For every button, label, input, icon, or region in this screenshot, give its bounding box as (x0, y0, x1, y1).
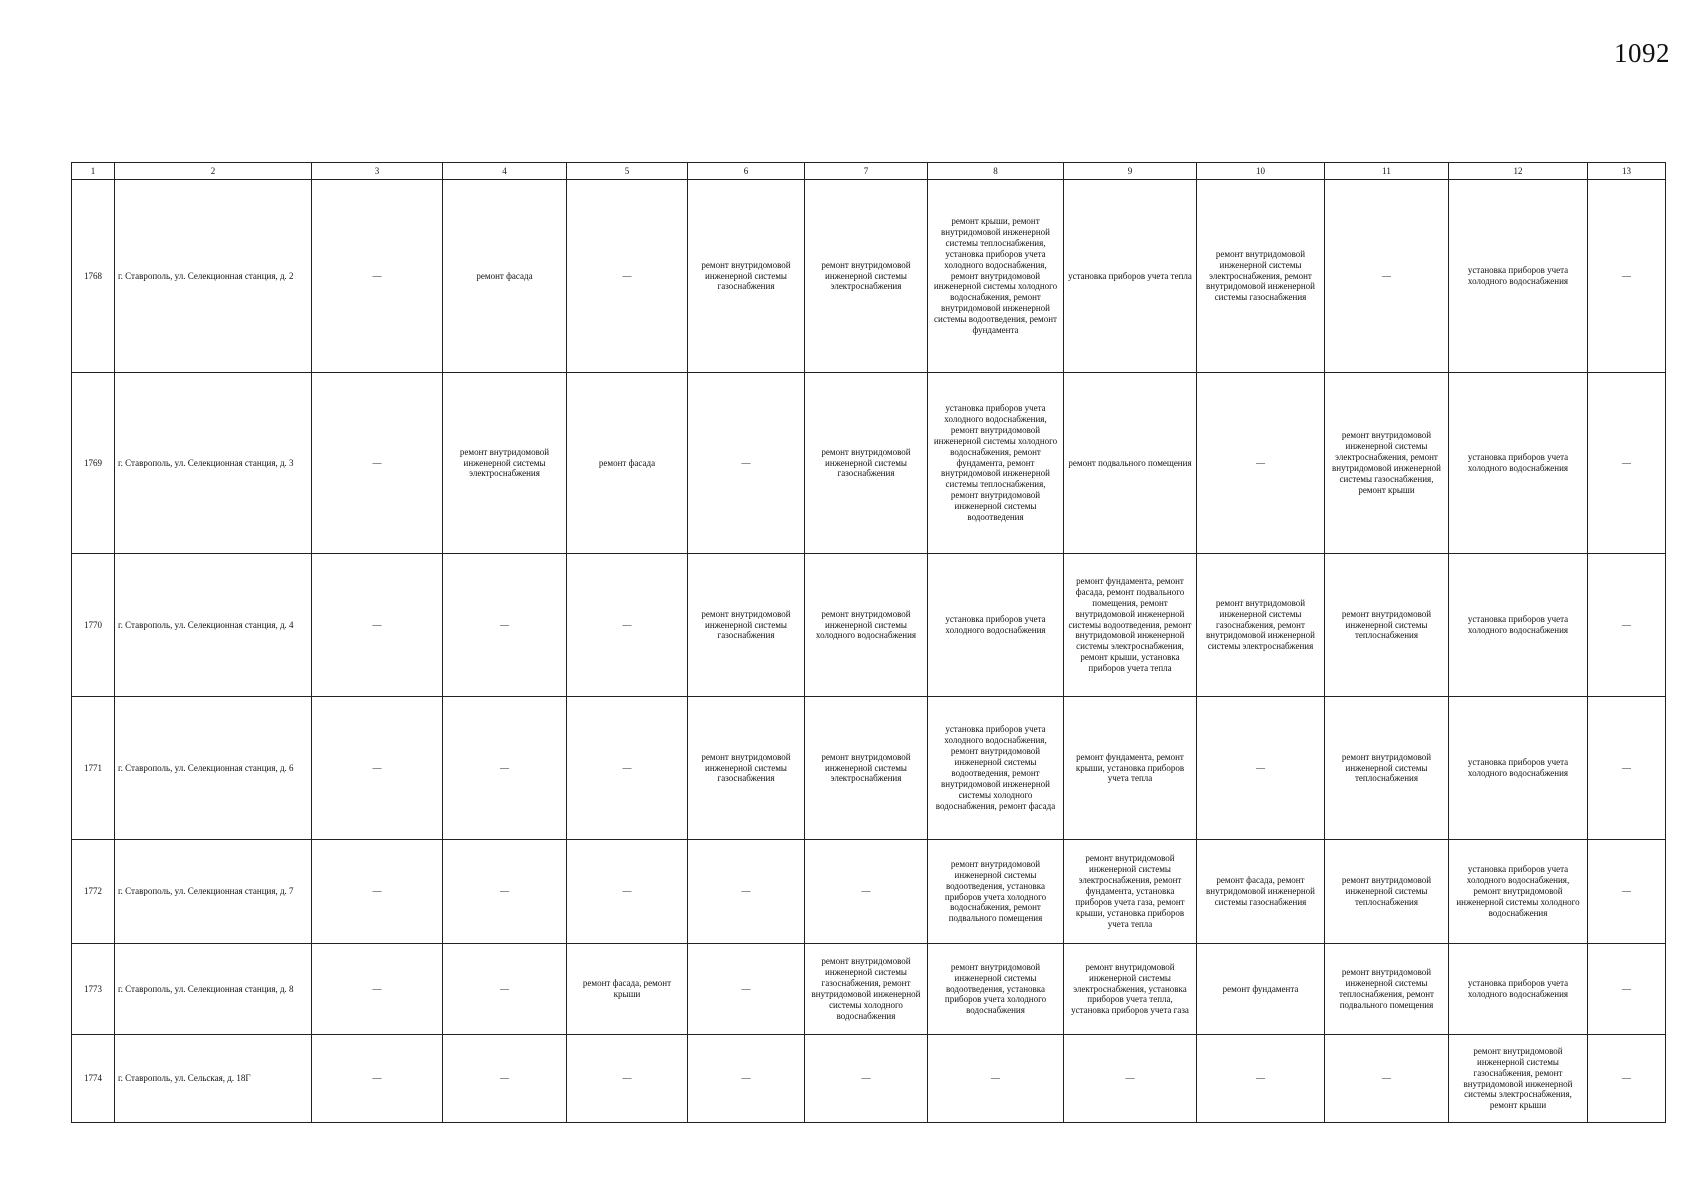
empty-dash-cell: — (1588, 697, 1666, 840)
empty-dash-cell: — (1325, 1035, 1449, 1123)
column-number-12: 12 (1449, 163, 1588, 180)
empty-dash-cell: — (443, 1035, 567, 1123)
empty-dash-cell: — (1588, 944, 1666, 1035)
row-number-cell: 1769 (72, 373, 115, 554)
work-type-cell: установка приборов учета холодного водоснабжения, ремонт внутридомовой инженерной системы холодного водоснабжения (1449, 840, 1588, 944)
empty-dash-cell: — (1588, 180, 1666, 373)
empty-dash-cell: — (312, 1035, 443, 1123)
empty-dash-cell: — (567, 180, 688, 373)
empty-dash-cell: — (312, 697, 443, 840)
empty-dash-cell: — (443, 944, 567, 1035)
work-type-cell: установка приборов учета холодного водоснабжения (1449, 554, 1588, 697)
empty-dash-cell: — (312, 554, 443, 697)
empty-dash-cell: — (805, 840, 928, 944)
column-number-9: 9 (1064, 163, 1197, 180)
table-row (72, 697, 1666, 840)
table-row (72, 373, 1666, 554)
column-number-5: 5 (567, 163, 688, 180)
work-type-cell: ремонт фундамента, ремонт фасада, ремонт подвального помещения, ремонт внутридомовой инженерной системы водоотведения, ремонт внутридомовой инженерной системы электроснабжения, ремонт крыши, установка приборов учета тепла (1064, 554, 1197, 697)
work-type-cell: ремонт внутридомовой инженерной системы электроснабжения, ремонт внутридомовой инженерной системы газоснабжения, ремонт крыши (1325, 373, 1449, 554)
row-number-cell: 1771 (72, 697, 115, 840)
work-type-cell: ремонт внутридомовой инженерной системы газоснабжения (688, 180, 805, 373)
work-type-cell: ремонт внутридомовой инженерной системы электроснабжения (805, 697, 928, 840)
work-type-cell: ремонт внутридомовой инженерной системы холодного водоснабжения (805, 554, 928, 697)
work-type-cell: установка приборов учета холодного водоснабжения (1449, 944, 1588, 1035)
work-type-cell: ремонт фасада, ремонт крыши (567, 944, 688, 1035)
row-number-cell: 1773 (72, 944, 115, 1035)
empty-dash-cell: — (1064, 1035, 1197, 1123)
empty-dash-cell: — (805, 1035, 928, 1123)
work-type-cell: ремонт фасада (567, 373, 688, 554)
table-row (72, 840, 1666, 944)
work-type-cell: ремонт внутридомовой инженерной системы теплоснабжения (1325, 840, 1449, 944)
work-type-cell: ремонт внутридомовой инженерной системы теплоснабжения (1325, 554, 1449, 697)
empty-dash-cell: — (1325, 180, 1449, 373)
column-number-6: 6 (688, 163, 805, 180)
work-type-cell: установка приборов учета холодного водоснабжения (1449, 373, 1588, 554)
work-type-cell: установка приборов учета холодного водоснабжения, ремонт внутридомовой инженерной системы холодного водоснабжения, ремонт фундамента, ремонт внутридомовой инженерной системы теплоснабжения, ремонт внутридомовой инженерной системы водоотведения (928, 373, 1064, 554)
column-number-11: 11 (1325, 163, 1449, 180)
work-type-cell: ремонт внутридомовой инженерной системы электроснабжения (443, 373, 567, 554)
work-type-cell: ремонт внутридомовой инженерной системы газоснабжения (688, 554, 805, 697)
address-cell: г. Ставрополь, ул. Селекционная станция, д. 6 (115, 697, 312, 840)
work-type-cell: ремонт внутридомовой инженерной системы электроснабжения, ремонт фундамента, установка приборов учета газа, ремонт крыши, установка приборов учета тепла (1064, 840, 1197, 944)
column-number-row (72, 163, 1666, 180)
empty-dash-cell: — (1588, 840, 1666, 944)
empty-dash-cell: — (1197, 697, 1325, 840)
table-row (72, 1035, 1666, 1123)
capital-repair-table (71, 162, 1666, 1123)
empty-dash-cell: — (928, 1035, 1064, 1123)
address-cell: г. Ставрополь, ул. Селекционная станция, д. 4 (115, 554, 312, 697)
work-type-cell: ремонт фасада (443, 180, 567, 373)
work-type-cell: ремонт фундамента, ремонт крыши, установка приборов учета тепла (1064, 697, 1197, 840)
row-number-cell: 1770 (72, 554, 115, 697)
empty-dash-cell: — (1588, 373, 1666, 554)
empty-dash-cell: — (567, 840, 688, 944)
work-type-cell: ремонт внутридомовой инженерной системы водоотведения, установка приборов учета холодного водоснабжения (928, 944, 1064, 1035)
column-number-7: 7 (805, 163, 928, 180)
address-cell: г. Ставрополь, ул. Селекционная станция, д. 3 (115, 373, 312, 554)
empty-dash-cell: — (443, 840, 567, 944)
row-number-cell: 1774 (72, 1035, 115, 1123)
work-type-cell: ремонт внутридомовой инженерной системы электроснабжения, ремонт внутридомовой инженерной системы газоснабжения (1197, 180, 1325, 373)
empty-dash-cell: — (312, 180, 443, 373)
work-type-cell: ремонт внутридомовой инженерной системы газоснабжения, ремонт внутридомовой инженерной системы электроснабжения, ремонт крыши (1449, 1035, 1588, 1123)
work-type-cell: установка приборов учета холодного водоснабжения (1449, 180, 1588, 373)
work-type-cell: установка приборов учета холодного водоснабжения (928, 554, 1064, 697)
work-type-cell: ремонт внутридомовой инженерной системы электроснабжения (805, 180, 928, 373)
work-type-cell: ремонт крыши, ремонт внутридомовой инженерной системы теплоснабжения, установка приборов учета холодного водоснабжения, ремонт внутридомовой инженерной системы холодного водоснабжения, ремонт внутридомовой инженерной системы водоотведения, ремонт фундамента (928, 180, 1064, 373)
empty-dash-cell: — (1197, 373, 1325, 554)
work-type-cell: ремонт фундамента (1197, 944, 1325, 1035)
empty-dash-cell: — (688, 840, 805, 944)
row-number-cell: 1772 (72, 840, 115, 944)
empty-dash-cell: — (688, 1035, 805, 1123)
table-row (72, 944, 1666, 1035)
column-number-10: 10 (1197, 163, 1325, 180)
work-type-cell: ремонт внутридомовой инженерной системы водоотведения, установка приборов учета холодного водоснабжения, ремонт подвального помещения (928, 840, 1064, 944)
work-type-cell: ремонт внутридомовой инженерной системы газоснабжения, ремонт внутридомовой инженерной системы электроснабжения (1197, 554, 1325, 697)
work-type-cell: ремонт внутридомовой инженерной системы газоснабжения, ремонт внутридомовой инженерной системы холодного водоснабжения (805, 944, 928, 1035)
empty-dash-cell: — (1588, 554, 1666, 697)
work-type-cell: установка приборов учета холодного водоснабжения (1449, 697, 1588, 840)
work-type-cell: ремонт подвального помещения (1064, 373, 1197, 554)
column-number-13: 13 (1588, 163, 1666, 180)
work-type-cell: установка приборов учета холодного водоснабжения, ремонт внутридомовой инженерной системы водоотведения, ремонт внутридомовой инженерной системы холодного водоснабжения, ремонт фасада (928, 697, 1064, 840)
empty-dash-cell: — (1588, 1035, 1666, 1123)
empty-dash-cell: — (443, 697, 567, 840)
column-number-4: 4 (443, 163, 567, 180)
work-type-cell: ремонт внутридомовой инженерной системы электроснабжения, установка приборов учета тепла, установка приборов учета газа (1064, 944, 1197, 1035)
empty-dash-cell: — (312, 840, 443, 944)
address-cell: г. Ставрополь, ул. Сельская, д. 18Г (115, 1035, 312, 1123)
address-cell: г. Ставрополь, ул. Селекционная станция, д. 8 (115, 944, 312, 1035)
empty-dash-cell: — (567, 554, 688, 697)
column-number-2: 2 (115, 163, 312, 180)
empty-dash-cell: — (688, 944, 805, 1035)
row-number-cell: 1768 (72, 180, 115, 373)
empty-dash-cell: — (312, 373, 443, 554)
address-cell: г. Ставрополь, ул. Селекционная станция, д. 7 (115, 840, 312, 944)
table-row (72, 180, 1666, 373)
empty-dash-cell: — (312, 944, 443, 1035)
work-type-cell: ремонт внутридомовой инженерной системы газоснабжения (688, 697, 805, 840)
table-row (72, 554, 1666, 697)
work-type-cell: ремонт фасада, ремонт внутридомовой инженерной системы газоснабжения (1197, 840, 1325, 944)
address-cell: г. Ставрополь, ул. Селекционная станция, д. 2 (115, 180, 312, 373)
work-type-cell: ремонт внутридомовой инженерной системы газоснабжения (805, 373, 928, 554)
empty-dash-cell: — (443, 554, 567, 697)
column-number-1: 1 (72, 163, 115, 180)
empty-dash-cell: — (567, 697, 688, 840)
column-number-8: 8 (928, 163, 1064, 180)
empty-dash-cell: — (1197, 1035, 1325, 1123)
empty-dash-cell: — (567, 1035, 688, 1123)
work-type-cell: ремонт внутридомовой инженерной системы теплоснабжения (1325, 697, 1449, 840)
work-type-cell: установка приборов учета тепла (1064, 180, 1197, 373)
column-number-3: 3 (312, 163, 443, 180)
empty-dash-cell: — (688, 373, 805, 554)
work-type-cell: ремонт внутридомовой инженерной системы теплоснабжения, ремонт подвального помещения (1325, 944, 1449, 1035)
page-number: 1092 (1614, 38, 1670, 68)
